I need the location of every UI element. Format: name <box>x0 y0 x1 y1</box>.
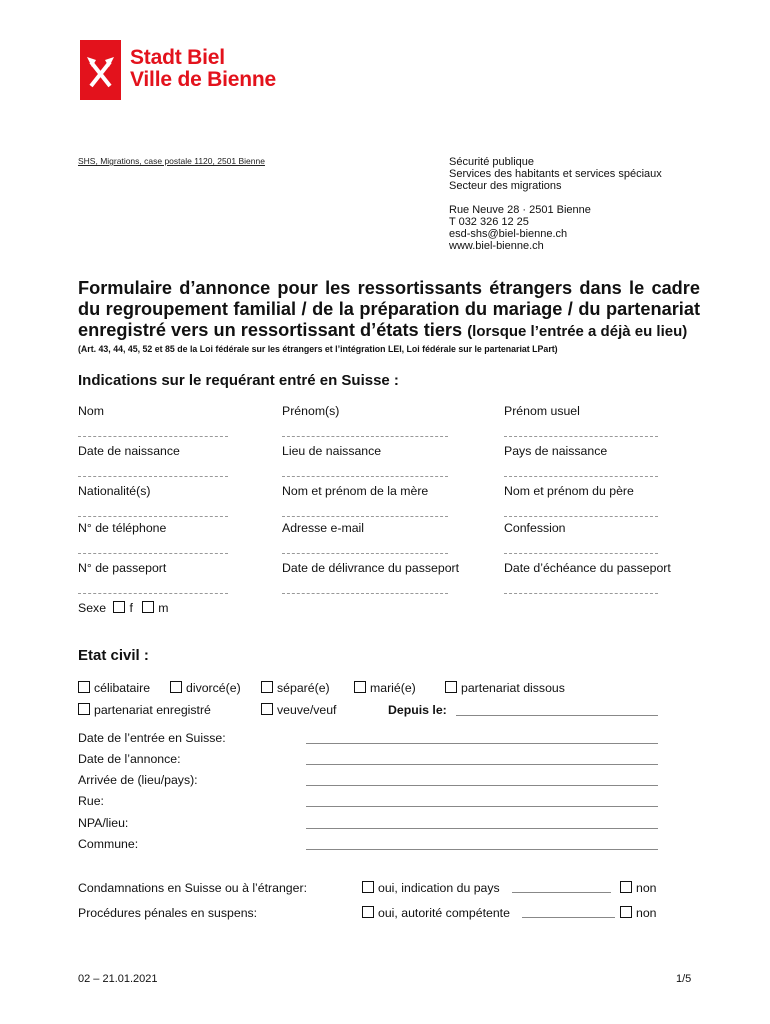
detail-label: Date de l’entrée en Suisse: <box>78 731 226 745</box>
detail-input-line[interactable] <box>306 806 658 807</box>
field-input-line[interactable] <box>282 516 448 517</box>
option-label: célibataire <box>94 681 151 695</box>
field-label: Nom <box>78 404 104 418</box>
detail-input-line[interactable] <box>306 828 658 829</box>
applicant-heading: Indications sur le requérant entré en Suisse : <box>78 372 399 389</box>
field-label: Lieu de naissance <box>282 444 382 458</box>
depuis-field[interactable] <box>456 715 658 716</box>
q-proceedings-no[interactable] <box>620 906 657 920</box>
authority-field[interactable] <box>522 917 615 918</box>
depuis-label: Depuis le: <box>388 703 447 717</box>
detail-input-line[interactable] <box>306 849 658 850</box>
field-input-line[interactable] <box>78 476 228 477</box>
address-line: esd-shs@biel-bienne.ch <box>449 228 568 240</box>
field-label: Nationalité(s) <box>78 484 151 498</box>
civil-option-veuve[interactable] <box>261 703 336 717</box>
logo-mark <box>80 40 121 100</box>
civil-option-celibataire[interactable] <box>78 681 150 695</box>
option-label: oui, indication du pays <box>378 881 500 895</box>
option-label: séparé(e) <box>277 681 330 695</box>
field-input-line[interactable] <box>504 436 658 437</box>
q-convictions-yes[interactable] <box>362 881 500 895</box>
form-title-main: Formulaire d’annonce pour les ressortissants étrangers dans le cadre du regroupement familial / de la préparation du mariage / du partenariat enregistré vers un ressortissant d’états tiers <box>78 278 700 340</box>
form-title-suffix: (lorsque l’entrée a déjà eu lieu) <box>467 323 688 340</box>
field-label: Date de délivrance du passeport <box>282 561 460 575</box>
detail-label: NPA/lieu: <box>78 816 129 830</box>
country-field[interactable] <box>512 892 611 893</box>
field-input-line[interactable] <box>504 593 658 594</box>
field-label: Nom et prénom de la mère <box>282 484 429 498</box>
option-label: non <box>636 881 657 895</box>
address-block <box>449 156 662 252</box>
detail-label: Rue: <box>78 794 104 808</box>
field-label: Prénom(s) <box>282 404 340 418</box>
field-input-line[interactable] <box>78 516 228 517</box>
civil-option-divorce[interactable] <box>170 681 241 695</box>
logo-text <box>130 47 276 91</box>
field-label: Prénom usuel <box>504 404 580 418</box>
field-input-line[interactable] <box>78 436 228 437</box>
address-line: Services des habitants et services spéciaux <box>449 168 662 180</box>
field-input-line[interactable] <box>282 436 448 437</box>
option-label: partenariat enregistré <box>94 703 211 717</box>
detail-input-line[interactable] <box>306 764 658 765</box>
field-input-line[interactable] <box>282 593 448 594</box>
detail-label: Commune: <box>78 837 139 851</box>
address-line: www.biel-bienne.ch <box>449 240 544 252</box>
field-input-line[interactable] <box>78 553 228 554</box>
field-input-line[interactable] <box>282 476 448 477</box>
q-convictions-label: Condamnations en Suisse ou à l’étranger: <box>78 881 307 895</box>
detail-input-line[interactable] <box>306 743 658 744</box>
checkbox[interactable] <box>362 881 374 893</box>
address-line: Rue Neuve 28 · 2501 Bienne <box>449 204 591 216</box>
detail-input-line[interactable] <box>306 785 658 786</box>
q-convictions-no[interactable] <box>620 881 657 895</box>
field-label: Nom et prénom du père <box>504 484 634 498</box>
checkbox[interactable] <box>261 703 273 715</box>
checkbox[interactable] <box>620 906 632 918</box>
address-line: Sécurité publique <box>449 156 535 168</box>
checkbox[interactable] <box>170 681 182 693</box>
q-proceedings-yes[interactable] <box>362 906 510 920</box>
option-label: oui, autorité compétente <box>378 906 510 920</box>
field-label: N° de téléphone <box>78 521 167 535</box>
field-input-line[interactable] <box>504 553 658 554</box>
option-label: partenariat dissous <box>461 681 565 695</box>
checkbox[interactable] <box>445 681 457 693</box>
legal-reference: (Art. 43, 44, 45, 52 et 85 de la Loi fédérale sur les étrangers et l’intégration LEI, Loi fédérale sur le partenariat LPart) <box>78 344 558 354</box>
option-label: non <box>636 906 657 920</box>
sender-line: SHS, Migrations, case postale 1120, 2501 Bienne <box>78 156 265 166</box>
sex-m-label: m <box>158 601 169 615</box>
option-label: divorcé(e) <box>186 681 241 695</box>
field-input-line[interactable] <box>504 516 658 517</box>
option-label: marié(e) <box>370 681 416 695</box>
checkbox[interactable] <box>78 681 90 693</box>
logo-line1: Stadt Biel <box>130 46 225 69</box>
field-input-line[interactable] <box>282 553 448 554</box>
checkbox[interactable] <box>261 681 273 693</box>
footer-page: 1/5 <box>676 973 692 985</box>
sex-f-label: f <box>129 601 133 615</box>
sex-f-checkbox[interactable] <box>113 601 125 613</box>
checkbox[interactable] <box>362 906 374 918</box>
civil-option-partenariat-enregistre[interactable] <box>78 703 211 717</box>
checkbox[interactable] <box>620 881 632 893</box>
field-label: N° de passeport <box>78 561 167 575</box>
axes-icon <box>80 40 121 100</box>
address-line: T 032 326 12 25 <box>449 216 529 228</box>
option-label: veuve/veuf <box>277 703 337 717</box>
sex-row <box>78 601 169 615</box>
civil-option-partenariat-dissous[interactable] <box>445 681 565 695</box>
logo-line2: Ville de Bienne <box>130 68 276 91</box>
field-label: Date d’échéance du passeport <box>504 561 671 575</box>
field-label: Confession <box>504 521 566 535</box>
field-input-line[interactable] <box>504 476 658 477</box>
q-proceedings-label: Procédures pénales en suspens: <box>78 906 258 920</box>
field-label: Date de naissance <box>78 444 180 458</box>
checkbox[interactable] <box>354 681 366 693</box>
address-line <box>449 192 662 204</box>
footer-version: 02 – 21.01.2021 <box>78 973 158 985</box>
sex-m-checkbox[interactable] <box>142 601 154 613</box>
civil-option-marie[interactable] <box>354 681 416 695</box>
checkbox[interactable] <box>78 703 90 715</box>
form-title <box>78 278 700 342</box>
field-input-line[interactable] <box>78 593 228 594</box>
sex-label: Sexe <box>78 601 107 615</box>
civil-option-separe[interactable] <box>261 681 330 695</box>
detail-label: Date de l’annonce: <box>78 752 181 766</box>
field-label: Pays de naissance <box>504 444 608 458</box>
address-line: Secteur des migrations <box>449 180 562 192</box>
field-label: Adresse e-mail <box>282 521 365 535</box>
civil-status-heading: Etat civil : <box>78 647 149 664</box>
detail-label: Arrivée de (lieu/pays): <box>78 773 198 787</box>
